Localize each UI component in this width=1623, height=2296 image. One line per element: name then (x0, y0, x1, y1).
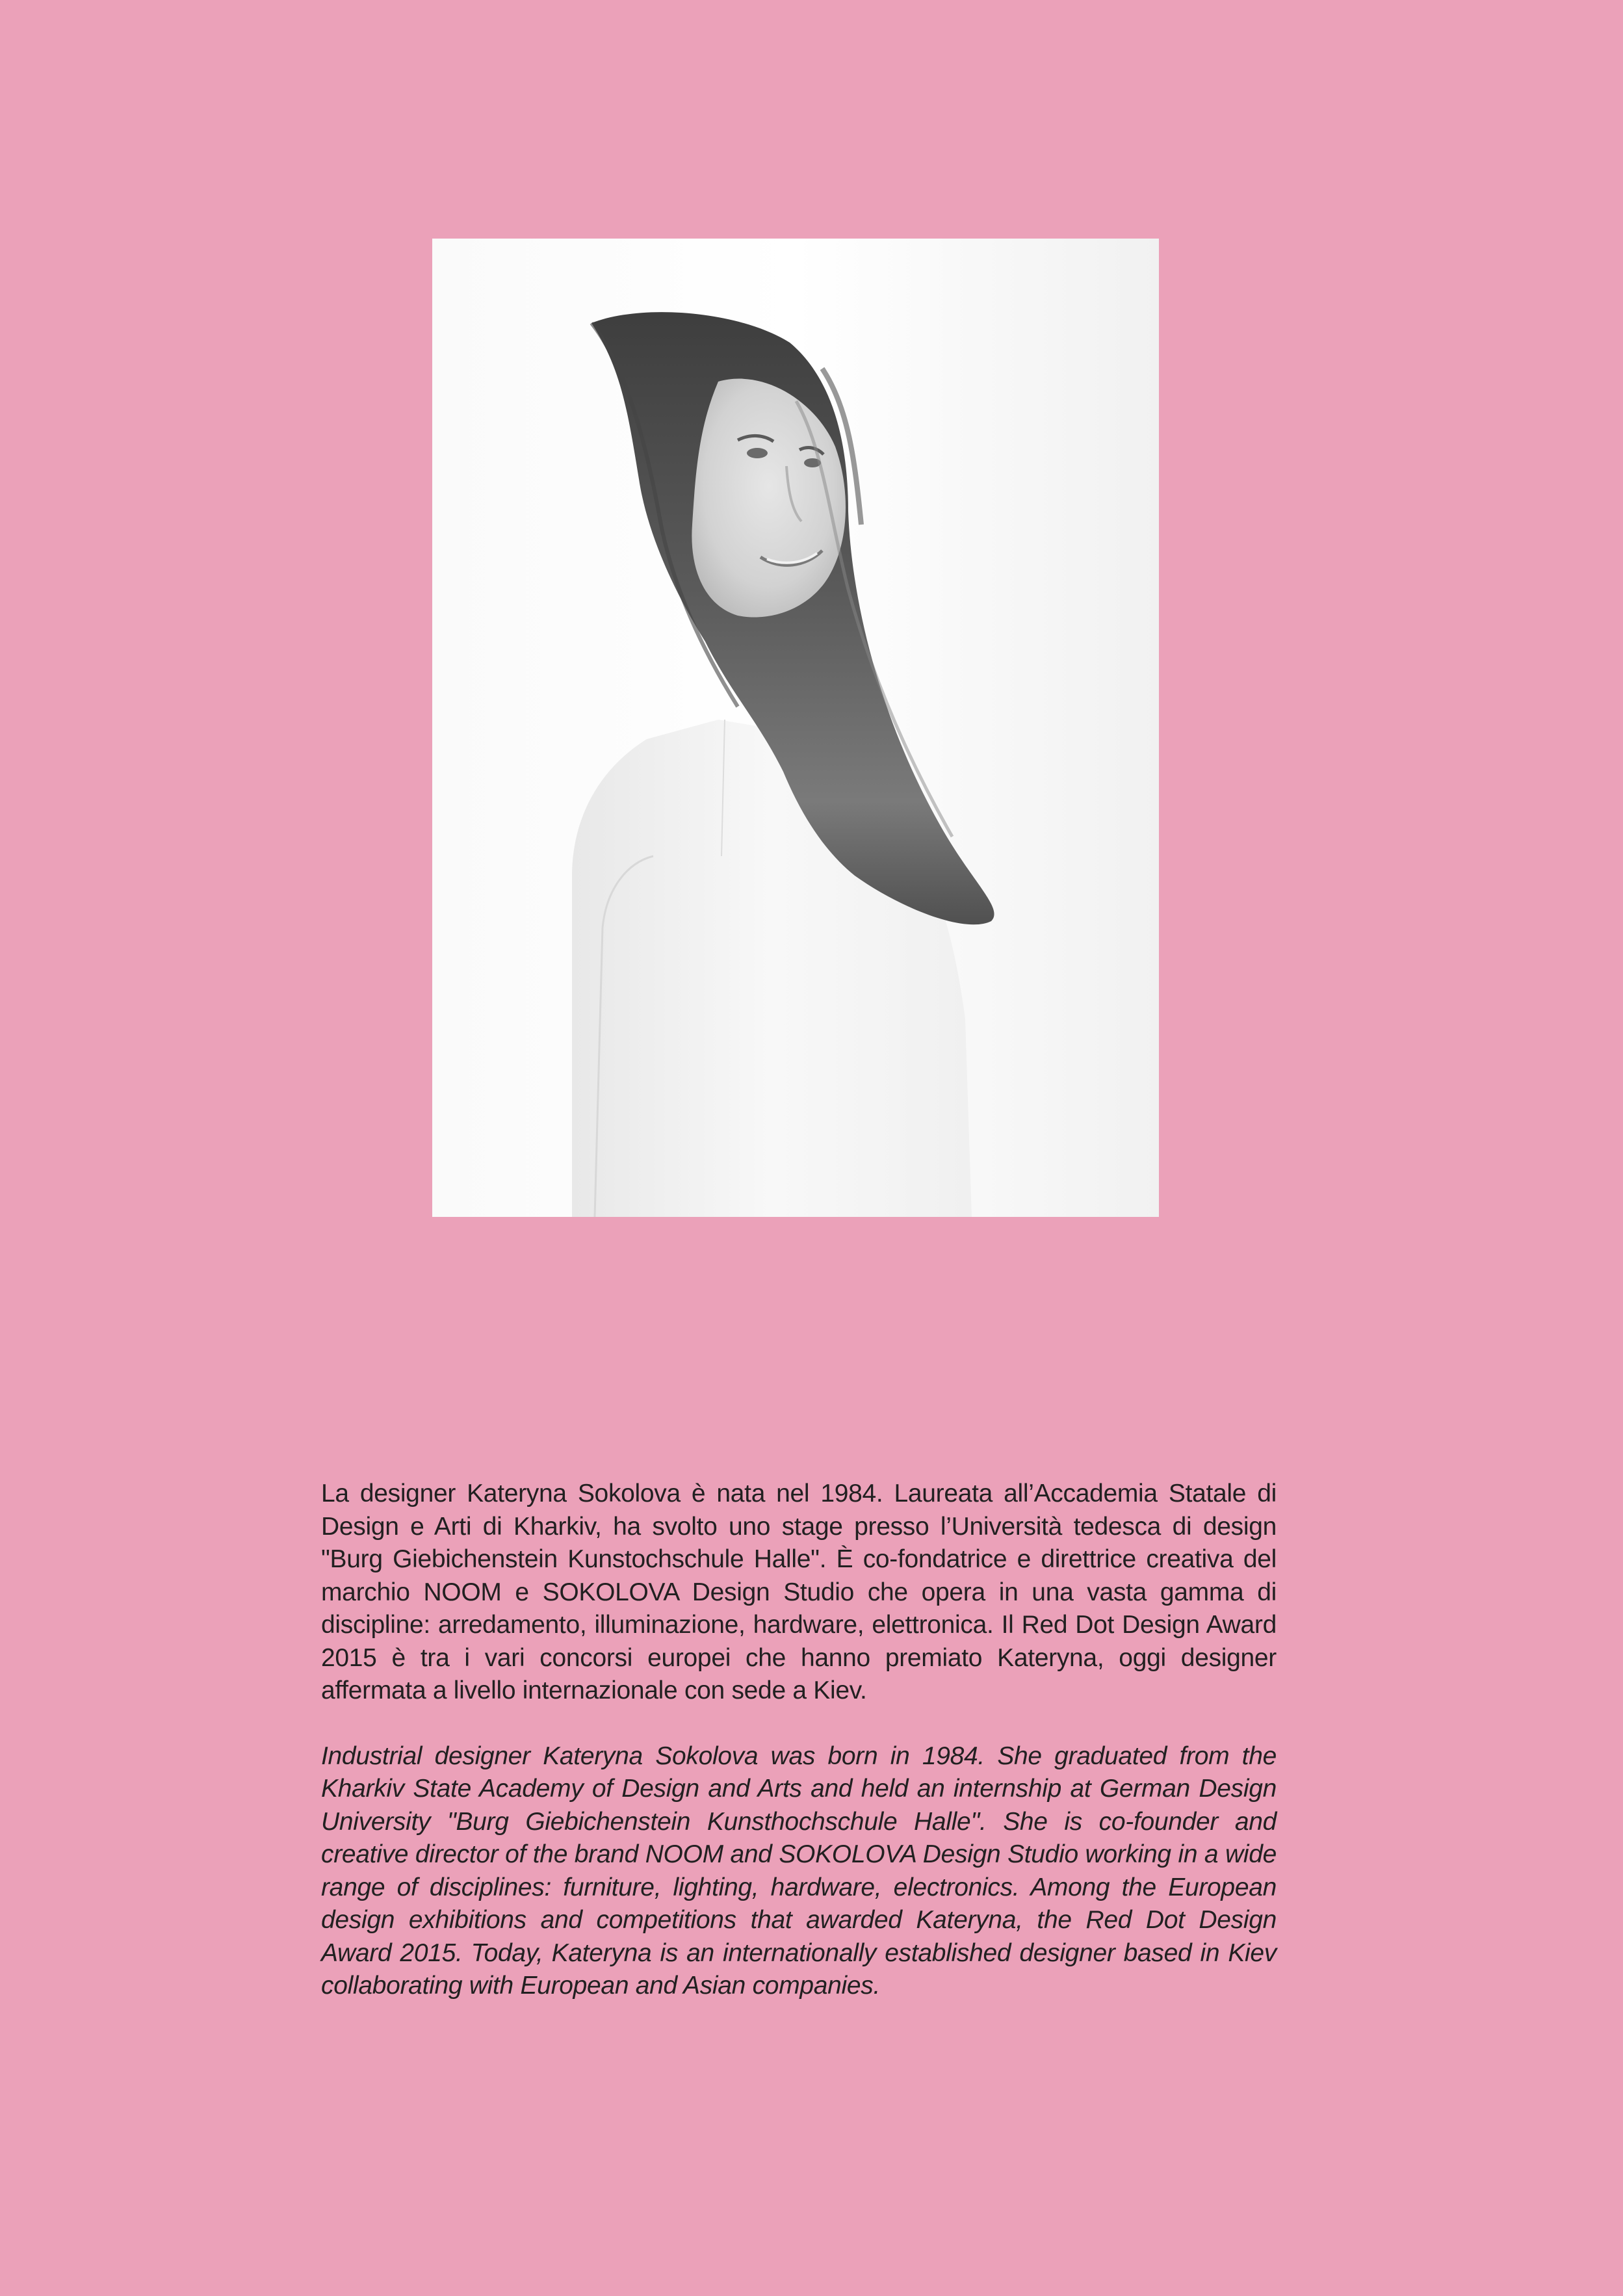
portrait-photo-icon (432, 239, 1159, 1217)
portrait-photo (432, 239, 1159, 1217)
bio-text (321, 1478, 1277, 2003)
bio-italian: La designer Kateryna Sokolova è nata nel 1984. Laureata all’Accademia Statale di Design e Arti di Kharkiv, ha svolto uno stage presso l’Università tedesca di design "Burg Giebichenstein Kunstochschule Halle". È co-fondatrice e direttrice creativa del marchio NOOM e SOKOLOVA Design Studio che opera in una vasta gamma di discipline: arredamento, illuminazione, hardware, elettronica. Il Red Dot Design Award 2015 è tra i vari concorsi europei che hanno premiato Kateryna, oggi designer affermata a livello internazionale con sede a Kiev. (321, 1480, 1277, 1704)
bio-english: Industrial designer Kateryna Sokolova was born in 1984. She graduated from the Kharkiv State Academy of Design and Arts and held an internship at German Design University "Burg Giebichenstein Kunsthochschule Halle". She is co-founder and creative director of the brand NOOM and SOKOLOVA Design Studio working in a wide range of disciplines: furniture, lighting, hardware, electronics. Among the European design exhibitions and competitions that awarded Kateryna, the Red Dot Design Award 2015. Today, Kateryna is an internationally established designer based in Kiev collaborating with European and Asian companies. (321, 1742, 1277, 2000)
